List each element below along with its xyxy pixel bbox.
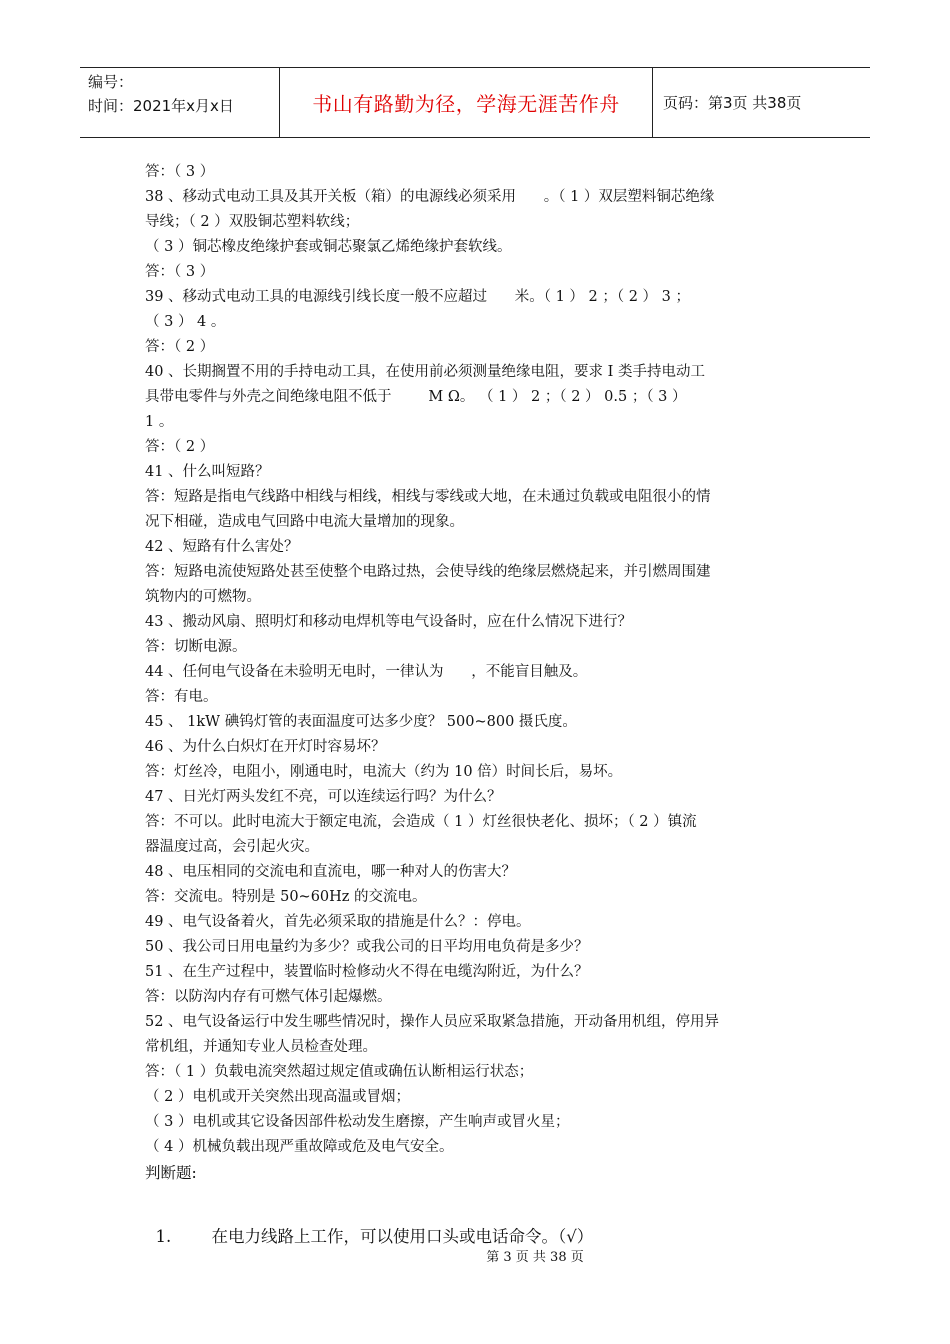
text-line: 答：短路是指电气线路中相线与相线，相线与零线或大地，在未通过负载或电阻很小的情 xyxy=(145,489,711,505)
text-line: 47 、日光灯两头发红不亮，可以连续运行吗？为什么？ xyxy=(145,789,502,805)
text-line: 答：短路电流使短路处甚至使整个电路过热，会使导线的绝缘层燃烧起来，并引燃周围建 xyxy=(145,564,711,580)
text-line: 答：（ 3 ） xyxy=(145,164,215,180)
text-line: 答：有电。 xyxy=(145,689,218,705)
text-line: 40 、长期搁置不用的手持电动工具，在使用前必须测量绝缘电阻，要求 I 类手持电动工 xyxy=(145,364,706,380)
text-line: （ 3 ）铜芯橡皮绝缘护套或铜芯聚氯乙烯绝缘护套软线。 xyxy=(145,239,512,255)
text-line: 况下相碰，造成电气回路中电流大量增加的现象。 xyxy=(145,514,464,530)
text-line: （ 2 ）电机或开关突然出现高温或冒烟； xyxy=(145,1089,410,1105)
text-line: 导线；（ 2 ）双股铜芯塑料软线； xyxy=(145,214,360,230)
page-footer: 第 3 页 共 38 页 xyxy=(486,1250,584,1265)
text-line: （ 4 ）机械负载出现严重故障或危及电气安全。 xyxy=(145,1139,454,1155)
text-line: 42 、短路有什么害处？ xyxy=(145,539,299,555)
text-line: （ 3 ）电机或其它设备因部件松动发生磨擦，产生响声或冒火星； xyxy=(145,1114,570,1130)
header-meta xyxy=(80,68,280,137)
page-header xyxy=(80,67,870,138)
text-line: 49 、电气设备着火，首先必须采取的措施是什么？：停电。 xyxy=(145,914,531,930)
text-line: （ 3 ） 4 。 xyxy=(145,314,226,330)
text-line: 44 、任何电气设备在未验明无电时，一律认为 ，不能盲目触及。 xyxy=(145,664,588,680)
document-time-label: 时间：2021年x月x日 xyxy=(88,97,234,115)
document-body xyxy=(145,160,810,1186)
text-line: 52 、电气设备运行中发生哪些情况时，操作人员应采取紧急措施，开动备用机组，停用异 xyxy=(145,1014,720,1030)
document-number-label: 编号： xyxy=(88,73,134,91)
text-line: 具带电零件与外壳之间绝缘电阻不低于 M Ω。 （ 1 ） 2 ；（ 2 ） 0.5 ；（ 3 ） xyxy=(145,389,687,405)
text-line: 48 、电压相同的交流电和直流电，哪一种对人的伤害大？ xyxy=(145,864,517,880)
header-page-label: 页码：第3页 共38页 xyxy=(663,94,802,112)
text-line: 常机组，并通知专业人员检查处理。 xyxy=(145,1039,377,1055)
text-line: 答：切断电源。 xyxy=(145,639,247,655)
text-line: 46 、为什么白炽灯在开灯时容易坏？ xyxy=(145,739,386,755)
text-line: 答：（ 3 ） xyxy=(145,264,215,280)
text-line: 51 、在生产过程中，装置临时检修动火不得在电缆沟附近，为什么？ xyxy=(145,964,589,980)
text-line: 41 、什么叫短路？ xyxy=(145,464,270,480)
text-line: 39 、移动式电动工具的电源线引线长度一般不应超过 米。（ 1 ） 2 ；（ 2 ） 3 ； xyxy=(145,289,690,305)
text-line: 答：灯丝冷，电阻小，刚通电时，电流大（约为 10 倍）时间长后，易坏。 xyxy=(145,764,623,780)
judge-item-number: 1. xyxy=(155,1227,172,1246)
text-line: 答：（ 2 ） xyxy=(145,339,215,355)
judge-item xyxy=(145,1204,593,1247)
text-line: 答：（ 1 ）负载电流突然超过规定值或确伍认断相运行状态； xyxy=(145,1064,534,1080)
text-line: 答：不可以。此时电流大于额定电流，会造成（ 1 ）灯丝很快老化、损坏；（ 2 ）镇流 xyxy=(145,814,697,830)
text-line: 器温度过高，会引起火灾。 xyxy=(145,839,319,855)
text-line: 45 、 1kW 碘钨灯管的表面温度可达多少度？ 500~800 摄氏度。 xyxy=(145,714,577,730)
text-line: 答：交流电。特别是 50~60Hz 的交流电。 xyxy=(145,889,427,905)
text-lines xyxy=(145,160,810,1160)
text-line: 筑物内的可燃物。 xyxy=(145,589,261,605)
text-line: 38 、移动式电动工具及其开关板（箱）的电源线必须采用 。（ 1 ）双层塑料铜芯绝缘 xyxy=(145,189,715,205)
judge-item-text: 在电力线路上工作，可以使用口头或电话命令。（√） xyxy=(211,1227,594,1246)
text-line: 答：以防沟内存有可燃气体引起爆燃。 xyxy=(145,989,392,1005)
text-line: 43 、搬动风扇、照明灯和移动电焊机等电气设备时，应在什么情况下进行？ xyxy=(145,614,633,630)
header-motto: 书山有路勤为径，学海无涯苦作舟 xyxy=(280,68,653,137)
text-line: 50 、我公司日用电量约为多少？或我公司的日平均用电负荷是多少？ xyxy=(145,939,589,955)
section-title: 判断题: xyxy=(145,1164,197,1182)
text-line: 答：（ 2 ） xyxy=(145,439,215,455)
text-line: 1 。 xyxy=(145,414,174,430)
